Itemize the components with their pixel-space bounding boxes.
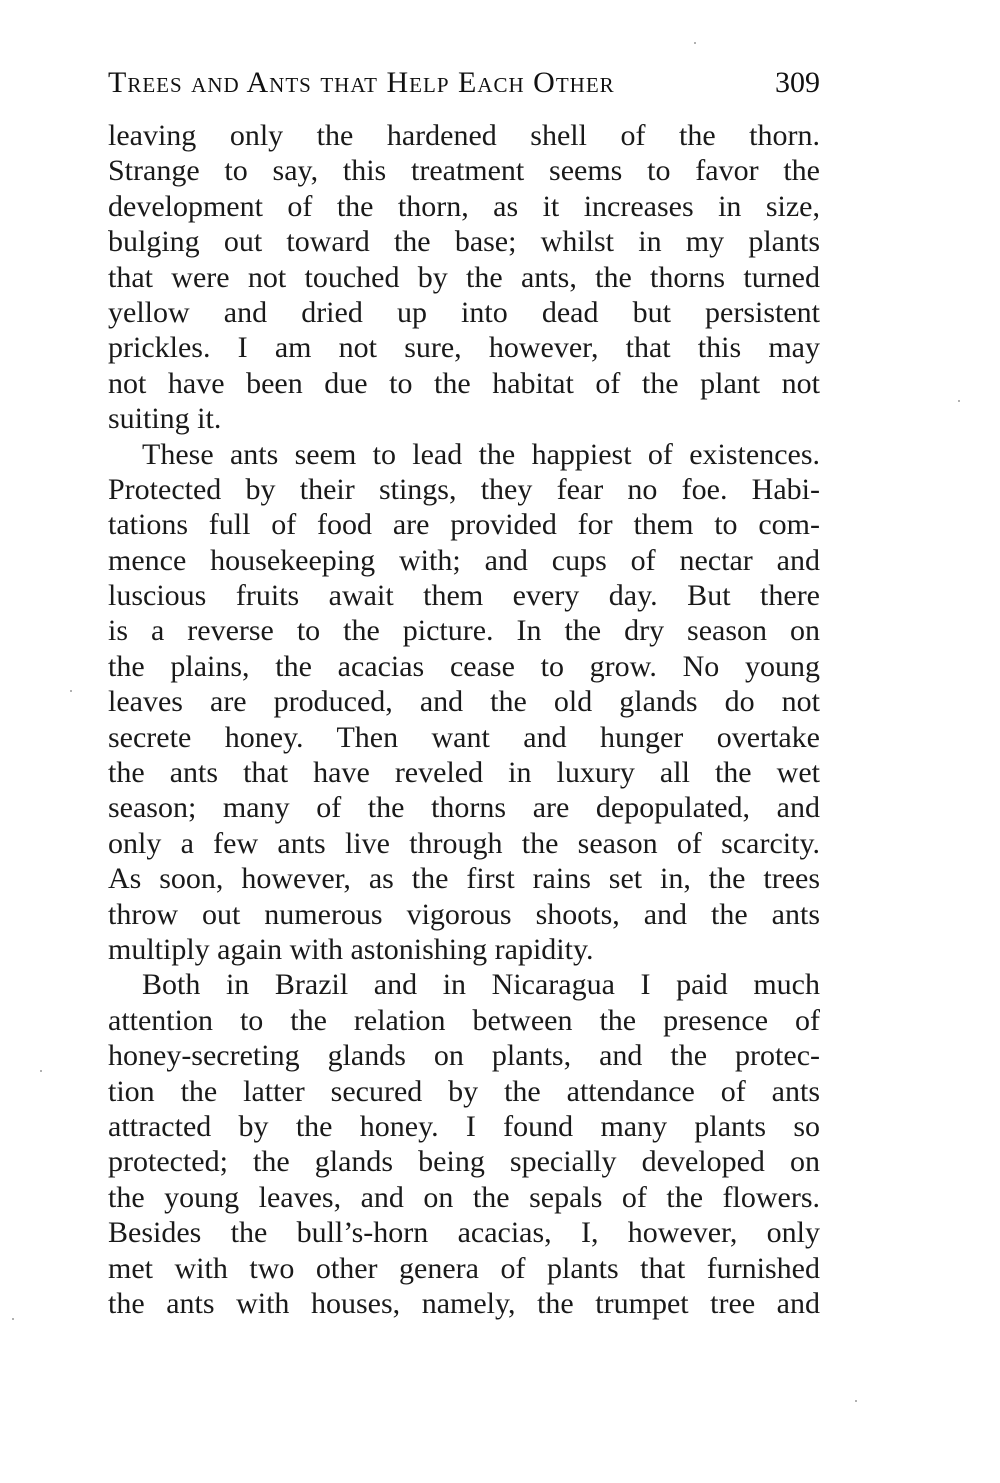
text-line: luscious fruits await them every day. But there	[108, 579, 820, 613]
text-line: Strange to say, this treatment seems to favor the	[108, 154, 820, 188]
text-line: multiply again with astonishing rapidity.	[108, 932, 594, 966]
text-line: season; many of the thorns are depopulated, and	[108, 791, 820, 825]
scan-speck	[12, 1318, 14, 1320]
text-line: attracted by the honey. I found many plants so	[108, 1109, 820, 1143]
text-line: the plains, the acacias cease to grow. No young	[108, 649, 820, 683]
text-line: the young leaves, and on the sepals of the flowers.	[108, 1180, 820, 1214]
text-line: These ants seem to lead the happiest of existences.	[142, 437, 820, 471]
text-line: development of the thorn, as it increases in size,	[108, 189, 820, 223]
scan-speck	[40, 1070, 42, 1072]
body-text	[108, 118, 820, 1321]
text-line: protected; the glands being specially developed on	[108, 1145, 820, 1179]
scan-speck	[855, 1400, 857, 1402]
text-line: leaves are produced, and the old glands do not	[108, 685, 820, 719]
scan-speck	[70, 690, 72, 692]
text-line: suiting it.	[108, 402, 222, 436]
text-line: tations full of food are provided for them to com-	[108, 508, 820, 542]
text-line: attention to the relation between the presence of	[108, 1003, 820, 1037]
text-line: the ants that have reveled in luxury all the wet	[108, 756, 820, 790]
text-line: yellow and dried up into dead but persistent	[108, 295, 820, 329]
running-head	[108, 66, 820, 106]
text-line: leaving only the hardened shell of the thorn.	[108, 119, 820, 152]
text-line: mence housekeeping with; and cups of nectar and	[108, 543, 820, 577]
text-line: secrete honey. Then want and hunger overtake	[108, 720, 820, 754]
text-line: honey-secreting glands on plants, and the protec-	[108, 1039, 820, 1073]
text-line: Protected by their stings, they fear no foe. Habi-	[108, 472, 820, 506]
text-line: As soon, however, as the first rains set in, the trees	[108, 862, 820, 896]
text-line: throw out numerous vigorous shoots, and the ants	[108, 897, 820, 931]
text-line: tion the latter secured by the attendance of ants	[108, 1074, 820, 1108]
text-line: prickles. I am not sure, however, that this may	[108, 331, 820, 365]
text-line: bulging out toward the base; whilst in my plants	[108, 225, 820, 259]
text-line: is a reverse to the picture. In the dry season on	[108, 614, 820, 648]
text-line: not have been due to the habitat of the plant not	[108, 366, 820, 400]
page-number: 309	[775, 66, 820, 99]
text-line: Besides the bull’s-horn acacias, I, however, only	[108, 1216, 820, 1250]
text-line: met with two other genera of plants that furnished	[108, 1251, 820, 1285]
text-line: only a few ants live through the season of scarcity.	[108, 826, 820, 860]
text-line: the ants with houses, namely, the trumpet tree and	[108, 1286, 820, 1320]
running-title: Trees and Ants that Help Each Other	[108, 66, 615, 99]
text-line: Both in Brazil and in Nicaragua I paid much	[142, 968, 820, 1002]
text-line: that were not touched by the ants, the thorns turned	[108, 260, 820, 294]
scan-speck	[958, 400, 960, 402]
scan-speck	[694, 42, 696, 44]
